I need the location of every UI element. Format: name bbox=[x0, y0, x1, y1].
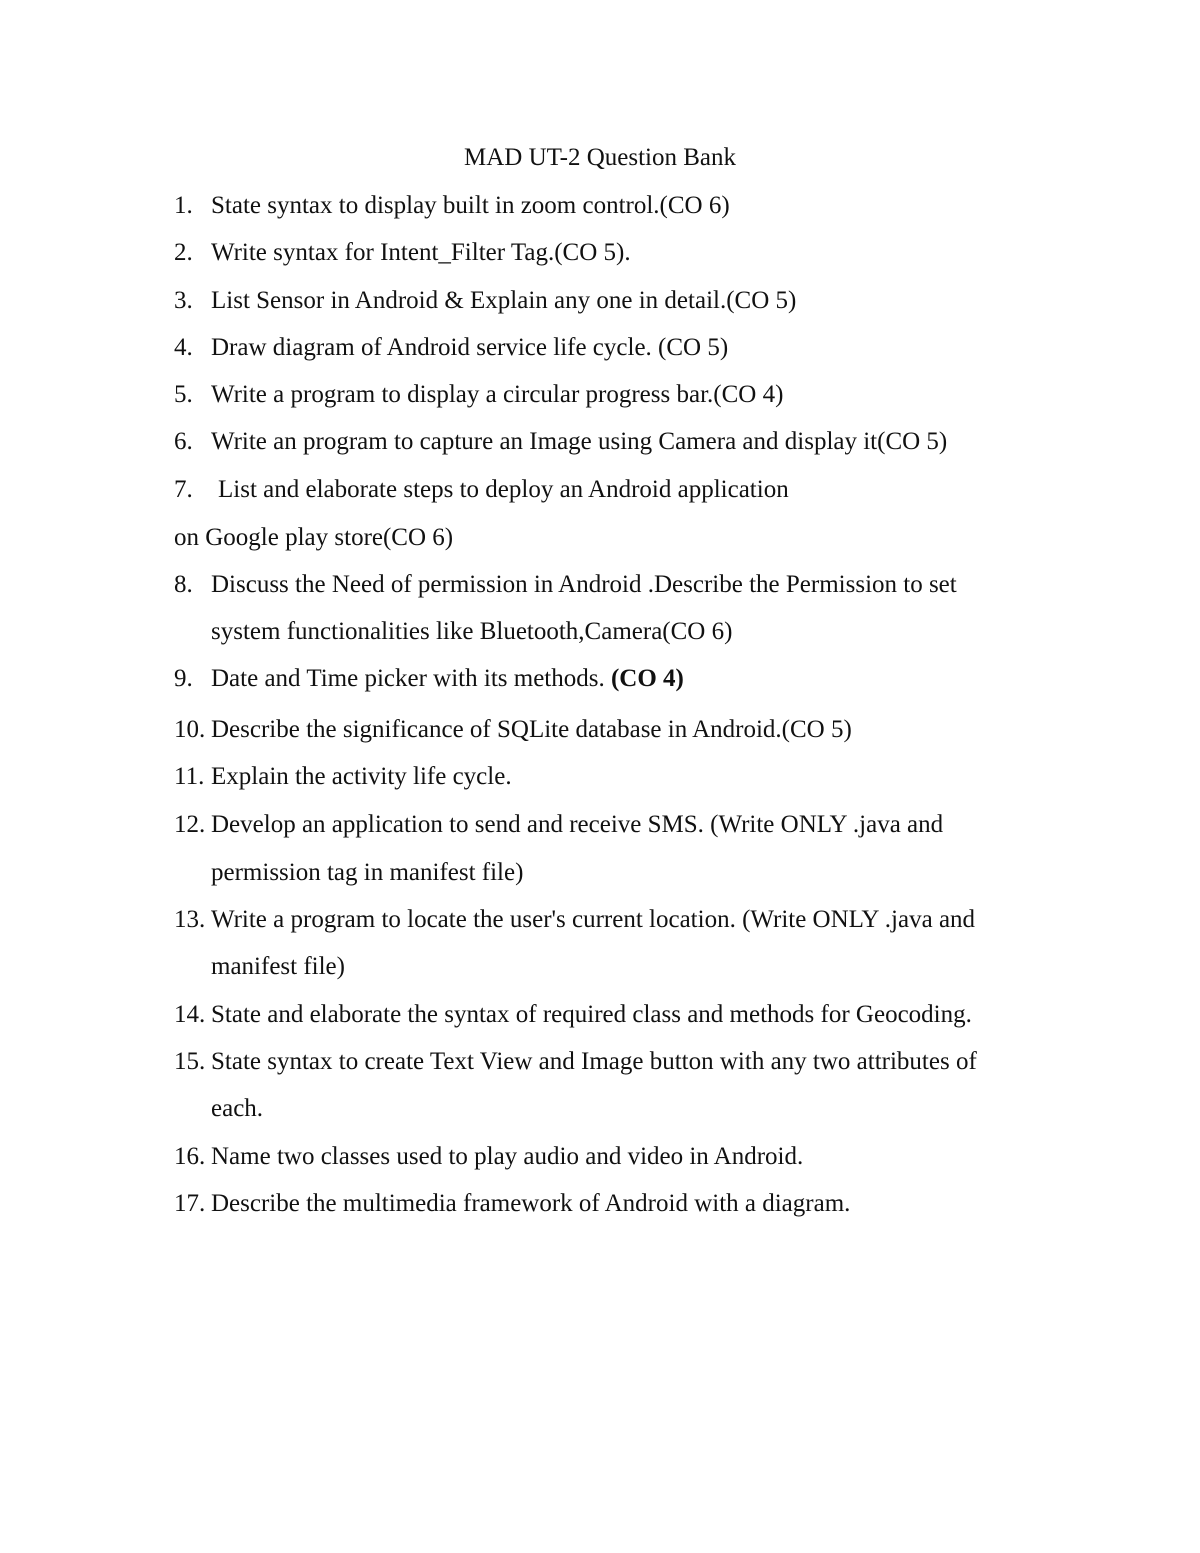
question-number: 11. bbox=[174, 763, 205, 790]
question-text-wrap bbox=[211, 661, 684, 697]
question-number: 14. bbox=[174, 1001, 206, 1028]
question-number: 7. bbox=[174, 476, 193, 503]
question-text: Name two classes used to play audio and video in Android. bbox=[211, 1143, 804, 1170]
question-number: 6. bbox=[174, 428, 193, 455]
question-text: Develop an application to send and receive SMS. (Write ONLY .java and bbox=[211, 811, 944, 838]
question-text-continued: each. bbox=[211, 1095, 264, 1122]
question-number: 15. bbox=[174, 1048, 206, 1075]
question-text: State syntax to display built in zoom control.(CO 6) bbox=[211, 192, 730, 219]
course-outcome-bold: (CO 4) bbox=[610, 665, 684, 692]
question-text: List Sensor in Android & Explain any one in detail.(CO 5) bbox=[211, 287, 797, 314]
question-text: State and elaborate the syntax of required class and methods for Geocoding. bbox=[211, 1001, 972, 1028]
question-number: 2. bbox=[174, 239, 193, 266]
question-number: 17. bbox=[174, 1190, 206, 1217]
question-text-continued: permission tag in manifest file) bbox=[211, 859, 524, 886]
question-text: Describe the significance of SQLite database in Android.(CO 5) bbox=[211, 716, 852, 743]
question-number: 12. bbox=[174, 811, 206, 838]
question-text: Write an program to capture an Image using Camera and display it(CO 5) bbox=[211, 428, 948, 455]
question-text-continued: on Google play store(CO 6) bbox=[174, 524, 454, 551]
question-text: Write a program to display a circular progress bar.(CO 4) bbox=[211, 381, 784, 408]
question-number: 5. bbox=[174, 381, 193, 408]
question-text: Discuss the Need of permission in Android .Describe the Permission to set bbox=[211, 571, 957, 598]
question-text: List and elaborate steps to deploy an Android application bbox=[218, 476, 789, 503]
question-text-continued: system functionalities like Bluetooth,Camera(CO 6) bbox=[211, 618, 733, 645]
question-number: 8. bbox=[174, 571, 193, 598]
page-title: MAD UT-2 Question Bank bbox=[464, 144, 736, 171]
question-number: 9. bbox=[174, 665, 193, 692]
question-text: Write a program to locate the user's current location. (Write ONLY .java and bbox=[211, 906, 976, 933]
question-text: Draw diagram of Android service life cycle. (CO 5) bbox=[211, 334, 729, 361]
question-text-continued: manifest file) bbox=[211, 953, 345, 980]
question-text: Date and Time picker with its methods. bbox=[211, 665, 611, 692]
question-number: 13. bbox=[174, 906, 206, 933]
question-number: 16. bbox=[174, 1143, 206, 1170]
question-text: Explain the activity life cycle. bbox=[211, 763, 512, 790]
question-text: Write syntax for Intent_Filter Tag.(CO 5). bbox=[211, 239, 631, 266]
question-number: 1. bbox=[174, 192, 193, 219]
question-text: State syntax to create Text View and Image button with any two attributes of bbox=[211, 1048, 977, 1075]
question-text: Describe the multimedia framework of Android with a diagram. bbox=[211, 1190, 851, 1217]
question-number: 10. bbox=[174, 716, 206, 743]
question-number: 3. bbox=[174, 287, 193, 314]
question-number: 4. bbox=[174, 334, 193, 361]
